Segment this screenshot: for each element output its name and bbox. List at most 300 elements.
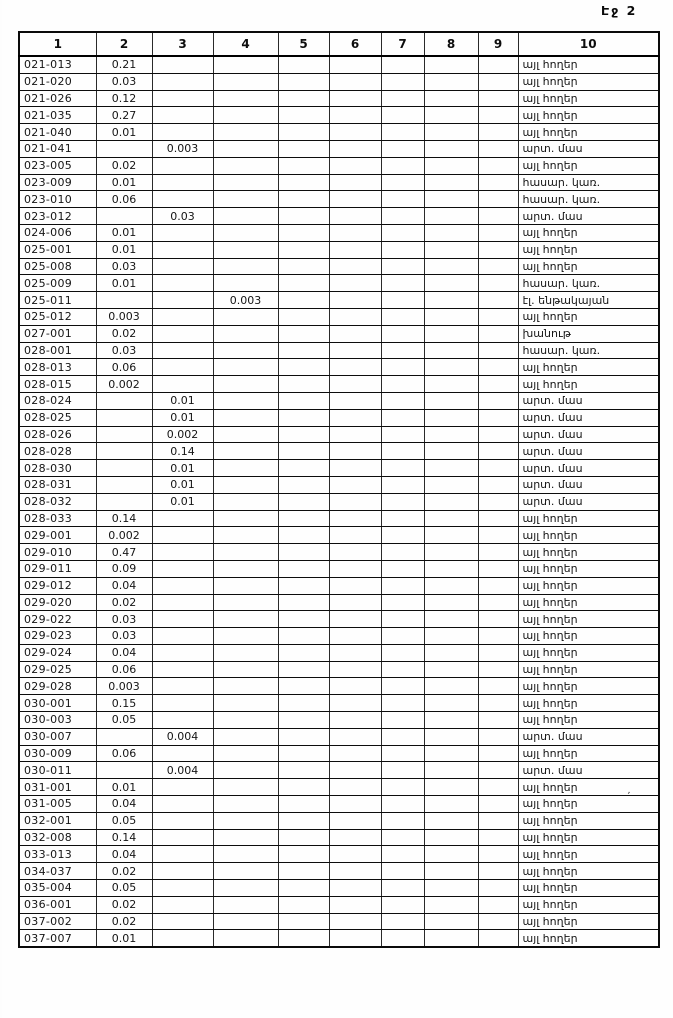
cell-col8 xyxy=(424,510,478,527)
cell-col10: արտ. մաս xyxy=(518,208,659,225)
cell-col5 xyxy=(278,712,329,729)
table-row xyxy=(19,208,659,225)
cell-col7 xyxy=(381,392,424,409)
cell-col5 xyxy=(278,779,329,796)
cell-col2: 0.14 xyxy=(96,510,152,527)
cell-col6 xyxy=(329,107,381,124)
cell-col6 xyxy=(329,493,381,510)
cell-col10: հասար. կառ. xyxy=(518,342,659,359)
cell-col9 xyxy=(478,258,518,275)
cell-col2: 0.01 xyxy=(96,224,152,241)
cell-col4 xyxy=(213,275,278,292)
cell-col10: այլ հողեր xyxy=(518,930,659,947)
cell-col8 xyxy=(424,644,478,661)
cell-col8 xyxy=(424,107,478,124)
cell-col3 xyxy=(152,880,213,897)
cell-col3: 0.01 xyxy=(152,460,213,477)
cell-col4 xyxy=(213,191,278,208)
cell-col3 xyxy=(152,611,213,628)
cell-col7 xyxy=(381,359,424,376)
cell-col4 xyxy=(213,325,278,342)
cell-col4 xyxy=(213,678,278,695)
cell-col8 xyxy=(424,695,478,712)
cell-col4 xyxy=(213,460,278,477)
cell-col7 xyxy=(381,611,424,628)
cell-col9 xyxy=(478,409,518,426)
cell-col5 xyxy=(278,611,329,628)
cell-col8 xyxy=(424,140,478,157)
cell-col1: 023-012 xyxy=(19,208,96,225)
cell-col5 xyxy=(278,829,329,846)
table-row xyxy=(19,728,659,745)
cell-col1: 021-041 xyxy=(19,140,96,157)
cell-col8 xyxy=(424,678,478,695)
cell-col9 xyxy=(478,896,518,913)
table-row xyxy=(19,493,659,510)
cell-col10: այլ հողեր xyxy=(518,644,659,661)
cell-col9 xyxy=(478,275,518,292)
cell-col8 xyxy=(424,560,478,577)
cell-col7 xyxy=(381,460,424,477)
cell-col10: հասար. կառ. xyxy=(518,174,659,191)
cell-col9 xyxy=(478,846,518,863)
cell-col4 xyxy=(213,443,278,460)
cell-col2: 0.002 xyxy=(96,527,152,544)
cell-col7 xyxy=(381,376,424,393)
table-row xyxy=(19,695,659,712)
cell-col2 xyxy=(96,208,152,225)
cell-col3 xyxy=(152,678,213,695)
table-row xyxy=(19,342,659,359)
table-row xyxy=(19,426,659,443)
cell-col9 xyxy=(478,880,518,897)
cell-col9 xyxy=(478,157,518,174)
cell-col6 xyxy=(329,325,381,342)
cell-col4 xyxy=(213,107,278,124)
cell-col6 xyxy=(329,644,381,661)
cell-col1: 028-026 xyxy=(19,426,96,443)
table-row xyxy=(19,611,659,628)
cell-col10: այլ հողեր xyxy=(518,124,659,141)
cell-col8 xyxy=(424,661,478,678)
cell-col1: 028-013 xyxy=(19,359,96,376)
cell-col4 xyxy=(213,846,278,863)
cell-col6 xyxy=(329,426,381,443)
cell-col5 xyxy=(278,661,329,678)
cell-col9 xyxy=(478,712,518,729)
cell-col3 xyxy=(152,191,213,208)
cell-col7 xyxy=(381,812,424,829)
cell-col2 xyxy=(96,409,152,426)
cell-col7 xyxy=(381,208,424,225)
cell-col4 xyxy=(213,560,278,577)
cell-col1: 037-002 xyxy=(19,913,96,930)
cell-col10: այլ հողեր xyxy=(518,812,659,829)
cell-col3 xyxy=(152,325,213,342)
cell-col2: 0.05 xyxy=(96,880,152,897)
cell-col3 xyxy=(152,896,213,913)
data-table xyxy=(18,31,660,948)
cell-col7 xyxy=(381,779,424,796)
table-row xyxy=(19,107,659,124)
table-row xyxy=(19,460,659,477)
cell-col5 xyxy=(278,863,329,880)
cell-col7 xyxy=(381,241,424,258)
table-row xyxy=(19,628,659,645)
cell-col10: արտ. մաս xyxy=(518,443,659,460)
cell-col7 xyxy=(381,762,424,779)
cell-col4 xyxy=(213,644,278,661)
column-header-10: 10 xyxy=(518,32,659,56)
cell-col9 xyxy=(478,510,518,527)
cell-col8 xyxy=(424,157,478,174)
cell-col7 xyxy=(381,275,424,292)
cell-col5 xyxy=(278,157,329,174)
cell-col5 xyxy=(278,174,329,191)
cell-col1: 025-011 xyxy=(19,292,96,309)
cell-col6 xyxy=(329,611,381,628)
table-row xyxy=(19,124,659,141)
cell-col9 xyxy=(478,342,518,359)
cell-col9 xyxy=(478,124,518,141)
cell-col10: այլ հողեր xyxy=(518,376,659,393)
cell-col2 xyxy=(96,460,152,477)
cell-col5 xyxy=(278,527,329,544)
cell-col5 xyxy=(278,577,329,594)
cell-col1: 025-001 xyxy=(19,241,96,258)
cell-col8 xyxy=(424,73,478,90)
cell-col2 xyxy=(96,426,152,443)
cell-col2: 0.04 xyxy=(96,644,152,661)
table-row xyxy=(19,174,659,191)
cell-col9 xyxy=(478,224,518,241)
cell-col4 xyxy=(213,913,278,930)
cell-col3 xyxy=(152,342,213,359)
table-row xyxy=(19,678,659,695)
cell-col3 xyxy=(152,846,213,863)
cell-col1: 029-001 xyxy=(19,527,96,544)
cell-col2 xyxy=(96,443,152,460)
cell-col4 xyxy=(213,880,278,897)
cell-col2: 0.04 xyxy=(96,577,152,594)
table-row xyxy=(19,812,659,829)
table-row xyxy=(19,376,659,393)
cell-col7 xyxy=(381,644,424,661)
cell-col10: այլ հողեր xyxy=(518,594,659,611)
cell-col1: 032-001 xyxy=(19,812,96,829)
cell-col3 xyxy=(152,73,213,90)
cell-col9 xyxy=(478,107,518,124)
cell-col9 xyxy=(478,812,518,829)
scan-artifact-mark: , xyxy=(626,785,633,797)
cell-col1: 029-028 xyxy=(19,678,96,695)
cell-col7 xyxy=(381,325,424,342)
cell-col3: 0.01 xyxy=(152,476,213,493)
cell-col1: 029-023 xyxy=(19,628,96,645)
cell-col7 xyxy=(381,846,424,863)
cell-col9 xyxy=(478,611,518,628)
cell-col9 xyxy=(478,208,518,225)
cell-col7 xyxy=(381,863,424,880)
table-row xyxy=(19,308,659,325)
cell-col9 xyxy=(478,661,518,678)
cell-col8 xyxy=(424,863,478,880)
cell-col7 xyxy=(381,224,424,241)
cell-col5 xyxy=(278,56,329,73)
cell-col4 xyxy=(213,594,278,611)
cell-col1: 029-024 xyxy=(19,644,96,661)
cell-col3 xyxy=(152,359,213,376)
cell-col2 xyxy=(96,493,152,510)
cell-col1: 028-028 xyxy=(19,443,96,460)
cell-col1: 023-010 xyxy=(19,191,96,208)
cell-col8 xyxy=(424,443,478,460)
cell-col7 xyxy=(381,745,424,762)
cell-col7 xyxy=(381,157,424,174)
cell-col6 xyxy=(329,443,381,460)
cell-col4 xyxy=(213,695,278,712)
cell-col10: այլ հողեր xyxy=(518,157,659,174)
cell-col7 xyxy=(381,577,424,594)
table-row xyxy=(19,560,659,577)
cell-col8 xyxy=(424,628,478,645)
cell-col1: 029-010 xyxy=(19,544,96,561)
cell-col9 xyxy=(478,443,518,460)
cell-col5 xyxy=(278,896,329,913)
cell-col2: 0.002 xyxy=(96,376,152,393)
cell-col1: 023-005 xyxy=(19,157,96,174)
cell-col10: այլ հողեր xyxy=(518,90,659,107)
cell-col3: 0.01 xyxy=(152,493,213,510)
cell-col8 xyxy=(424,90,478,107)
cell-col7 xyxy=(381,913,424,930)
cell-col7 xyxy=(381,409,424,426)
column-header-4: 4 xyxy=(213,32,278,56)
cell-col8 xyxy=(424,913,478,930)
cell-col3: 0.03 xyxy=(152,208,213,225)
cell-col6 xyxy=(329,880,381,897)
cell-col5 xyxy=(278,493,329,510)
cell-col2 xyxy=(96,140,152,157)
cell-col4 xyxy=(213,812,278,829)
cell-col9 xyxy=(478,745,518,762)
cell-col2: 0.03 xyxy=(96,258,152,275)
cell-col8 xyxy=(424,779,478,796)
cell-col10: այլ հողեր xyxy=(518,779,659,796)
column-header-9: 9 xyxy=(478,32,518,56)
cell-col3: 0.004 xyxy=(152,728,213,745)
cell-col3 xyxy=(152,174,213,191)
cell-col7 xyxy=(381,191,424,208)
cell-col6 xyxy=(329,241,381,258)
cell-col4 xyxy=(213,712,278,729)
cell-col10: այլ հողեր xyxy=(518,224,659,241)
cell-col1: 037-007 xyxy=(19,930,96,947)
cell-col8 xyxy=(424,460,478,477)
cell-col7 xyxy=(381,527,424,544)
cell-col6 xyxy=(329,292,381,309)
cell-col3: 0.003 xyxy=(152,140,213,157)
cell-col8 xyxy=(424,426,478,443)
cell-col5 xyxy=(278,628,329,645)
cell-col3 xyxy=(152,695,213,712)
cell-col5 xyxy=(278,930,329,947)
table-row xyxy=(19,896,659,913)
cell-col5 xyxy=(278,140,329,157)
cell-col8 xyxy=(424,325,478,342)
table-row xyxy=(19,241,659,258)
cell-col5 xyxy=(278,342,329,359)
cell-col5 xyxy=(278,241,329,258)
cell-col4 xyxy=(213,56,278,73)
cell-col10: այլ հողեր xyxy=(518,880,659,897)
cell-col10: այլ հողեր xyxy=(518,846,659,863)
cell-col1: 034-037 xyxy=(19,863,96,880)
cell-col3 xyxy=(152,930,213,947)
cell-col6 xyxy=(329,191,381,208)
cell-col4 xyxy=(213,124,278,141)
cell-col5 xyxy=(278,443,329,460)
cell-col1: 028-025 xyxy=(19,409,96,426)
cell-col5 xyxy=(278,880,329,897)
cell-col7 xyxy=(381,829,424,846)
table-row xyxy=(19,544,659,561)
cell-col6 xyxy=(329,695,381,712)
cell-col4 xyxy=(213,174,278,191)
cell-col2: 0.04 xyxy=(96,846,152,863)
cell-col8 xyxy=(424,762,478,779)
table-row xyxy=(19,140,659,157)
cell-col3 xyxy=(152,577,213,594)
cell-col4 xyxy=(213,392,278,409)
cell-col1: 033-013 xyxy=(19,846,96,863)
table-row xyxy=(19,510,659,527)
table-row xyxy=(19,577,659,594)
table-row xyxy=(19,712,659,729)
table-row xyxy=(19,359,659,376)
cell-col5 xyxy=(278,812,329,829)
cell-col1: 021-035 xyxy=(19,107,96,124)
cell-col5 xyxy=(278,292,329,309)
table-row xyxy=(19,191,659,208)
cell-col3 xyxy=(152,712,213,729)
cell-col1: 023-009 xyxy=(19,174,96,191)
cell-col5 xyxy=(278,376,329,393)
cell-col4 xyxy=(213,829,278,846)
column-header-8: 8 xyxy=(424,32,478,56)
cell-col6 xyxy=(329,510,381,527)
cell-col9 xyxy=(478,392,518,409)
cell-col2: 0.14 xyxy=(96,829,152,846)
cell-col7 xyxy=(381,174,424,191)
cell-col7 xyxy=(381,140,424,157)
cell-col4: 0.003 xyxy=(213,292,278,309)
cell-col1: 028-032 xyxy=(19,493,96,510)
cell-col5 xyxy=(278,476,329,493)
cell-col4 xyxy=(213,930,278,947)
cell-col8 xyxy=(424,930,478,947)
cell-col2: 0.03 xyxy=(96,611,152,628)
cell-col3 xyxy=(152,779,213,796)
table-row xyxy=(19,829,659,846)
cell-col2: 0.01 xyxy=(96,124,152,141)
cell-col10: խանութ xyxy=(518,325,659,342)
cell-col2: 0.09 xyxy=(96,560,152,577)
cell-col10: այլ հողեր xyxy=(518,510,659,527)
cell-col7 xyxy=(381,560,424,577)
cell-col1: 028-030 xyxy=(19,460,96,477)
cell-col5 xyxy=(278,359,329,376)
cell-col10: այլ հողեր xyxy=(518,56,659,73)
cell-col10: այլ հողեր xyxy=(518,577,659,594)
table-row xyxy=(19,644,659,661)
cell-col8 xyxy=(424,493,478,510)
cell-col5 xyxy=(278,308,329,325)
cell-col8 xyxy=(424,124,478,141)
cell-col5 xyxy=(278,73,329,90)
cell-col9 xyxy=(478,594,518,611)
table-row xyxy=(19,476,659,493)
cell-col1: 025-012 xyxy=(19,308,96,325)
cell-col7 xyxy=(381,342,424,359)
cell-col9 xyxy=(478,174,518,191)
table-row xyxy=(19,930,659,947)
cell-col6 xyxy=(329,779,381,796)
cell-col9 xyxy=(478,325,518,342)
cell-col10: արտ. մաս xyxy=(518,140,659,157)
column-header-5: 5 xyxy=(278,32,329,56)
cell-col6 xyxy=(329,174,381,191)
cell-col10: արտ. մաս xyxy=(518,728,659,745)
table-row xyxy=(19,779,659,796)
table-row xyxy=(19,275,659,292)
cell-col4 xyxy=(213,762,278,779)
cell-col9 xyxy=(478,376,518,393)
cell-col6 xyxy=(329,342,381,359)
cell-col9 xyxy=(478,728,518,745)
cell-col9 xyxy=(478,577,518,594)
cell-col8 xyxy=(424,292,478,309)
cell-col8 xyxy=(424,544,478,561)
cell-col2: 0.01 xyxy=(96,275,152,292)
cell-col3 xyxy=(152,527,213,544)
cell-col2: 0.27 xyxy=(96,107,152,124)
cell-col3 xyxy=(152,812,213,829)
cell-col10: արտ. մաս xyxy=(518,460,659,477)
cell-col1: 031-005 xyxy=(19,796,96,813)
cell-col9 xyxy=(478,644,518,661)
cell-col10: այլ հողեր xyxy=(518,107,659,124)
cell-col2: 0.06 xyxy=(96,661,152,678)
cell-col4 xyxy=(213,157,278,174)
cell-col2 xyxy=(96,728,152,745)
cell-col5 xyxy=(278,560,329,577)
table-row xyxy=(19,863,659,880)
cell-col1: 029-025 xyxy=(19,661,96,678)
cell-col8 xyxy=(424,712,478,729)
cell-col8 xyxy=(424,846,478,863)
cell-col10: արտ. մաս xyxy=(518,476,659,493)
cell-col8 xyxy=(424,224,478,241)
cell-col5 xyxy=(278,275,329,292)
cell-col5 xyxy=(278,107,329,124)
cell-col8 xyxy=(424,527,478,544)
cell-col4 xyxy=(213,376,278,393)
cell-col5 xyxy=(278,644,329,661)
cell-col8 xyxy=(424,392,478,409)
cell-col5 xyxy=(278,728,329,745)
column-header-1: 1 xyxy=(19,32,96,56)
